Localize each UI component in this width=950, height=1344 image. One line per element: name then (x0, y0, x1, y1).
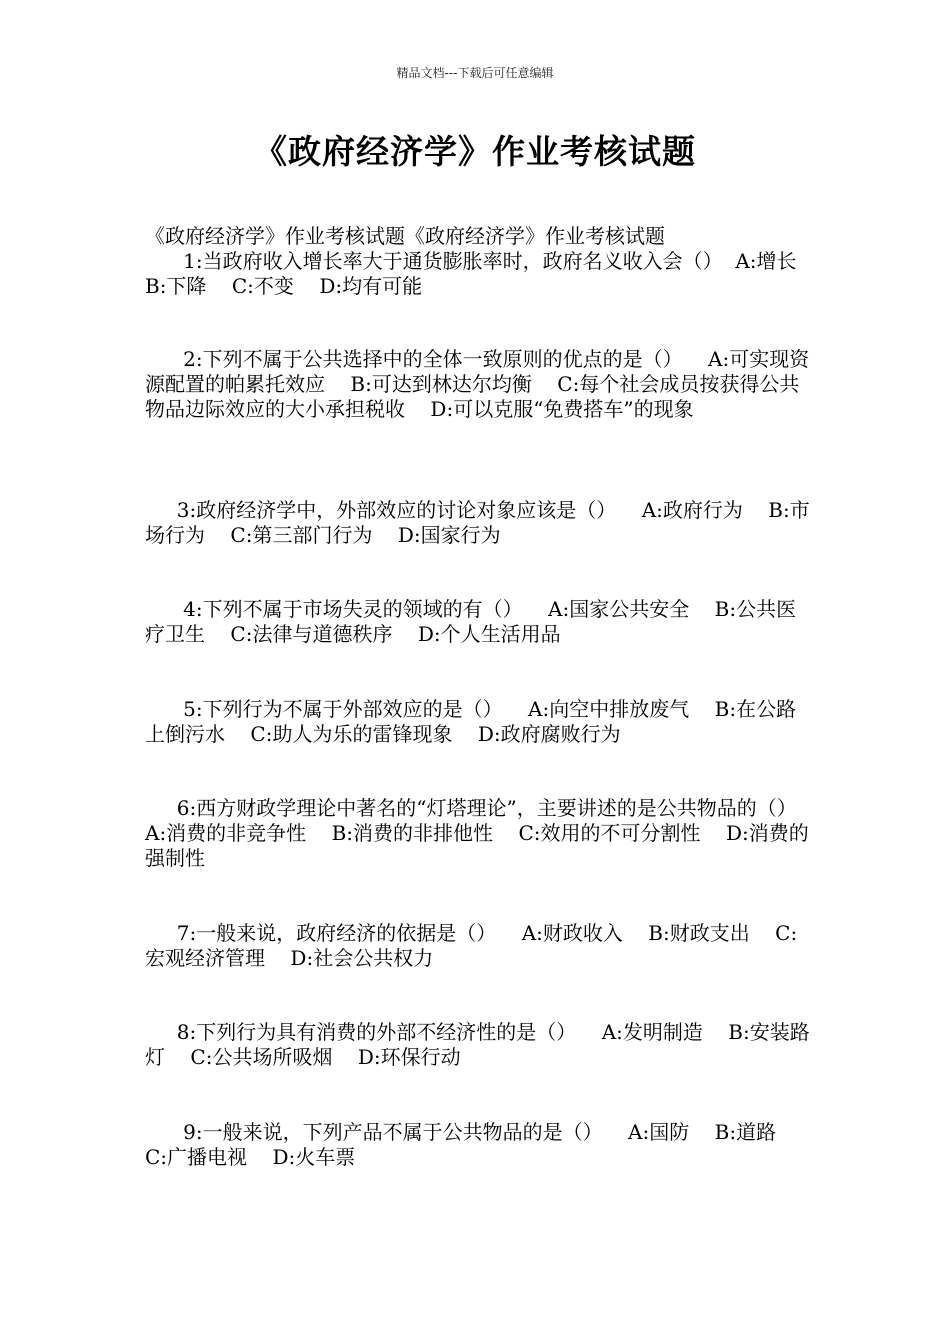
question-7: 7:一般来说，政府经济的依据是（） A:财政收入 B:财政支出 C:宏观经济管理 D:社会公共权力 (145, 921, 798, 970)
question-6: 6:西方财政学理论中著名的“灯塔理论”，主要讲述的是公共物品的（） A:消费的非竞争性 B:消费的非排他性 C:效用的不可分割性 D:消费的强制性 (145, 796, 823, 870)
question-1: 1:当政府收入增长率大于通货膨胀率时，政府名义收入会（） A:增长 B:下降 C:不变 D:均有可能 (145, 249, 822, 298)
intro-text: 《政府经济学》作业考核试题《政府经济学》作业考核试题 (145, 224, 665, 248)
header-note: 精品文档---下载后可任意编辑 (396, 66, 554, 80)
question-8: 8:下列行为具有消费的外部不经济性的是（） A:发明制造 B:安装路灯 C:公共场所吸烟 D:环保行动 (145, 1020, 810, 1069)
question-5: 5:下列行为不属于外部效应的是（） A:向空中排放废气 B:在公路上倒污水 C:助人为乐的雷锋现象 D:政府腐败行为 (145, 697, 797, 746)
page-title: 《政府经济学》作业考核试题 (254, 132, 696, 171)
question-9: 9:一般来说，下列产品不属于公共物品的是（） A:国防 B:道路 C:广播电视 D:火车票 (145, 1120, 802, 1169)
question-4: 4:下列不属于市场失灵的领域的有（） A:国家公共安全 B:公共医疗卫生 C:法律与道德秩序 D:个人生活用品 (145, 597, 797, 646)
question-2: 2:下列不属于公共选择中的全体一致原则的优点的是（） A:可实现资源配置的帕累托效应 B:可达到林达尔均衡 C:每个社会成员按获得公共物品边际效应的大小承担税收 D:可以克服“免费搭车”的现象 (145, 347, 810, 421)
document-body (145, 224, 823, 1169)
question-3: 3:政府经济学中，外部效应的讨论对象应该是（） A:政府行为 B:市场行为 C:第三部门行为 D:国家行为 (145, 498, 810, 547)
